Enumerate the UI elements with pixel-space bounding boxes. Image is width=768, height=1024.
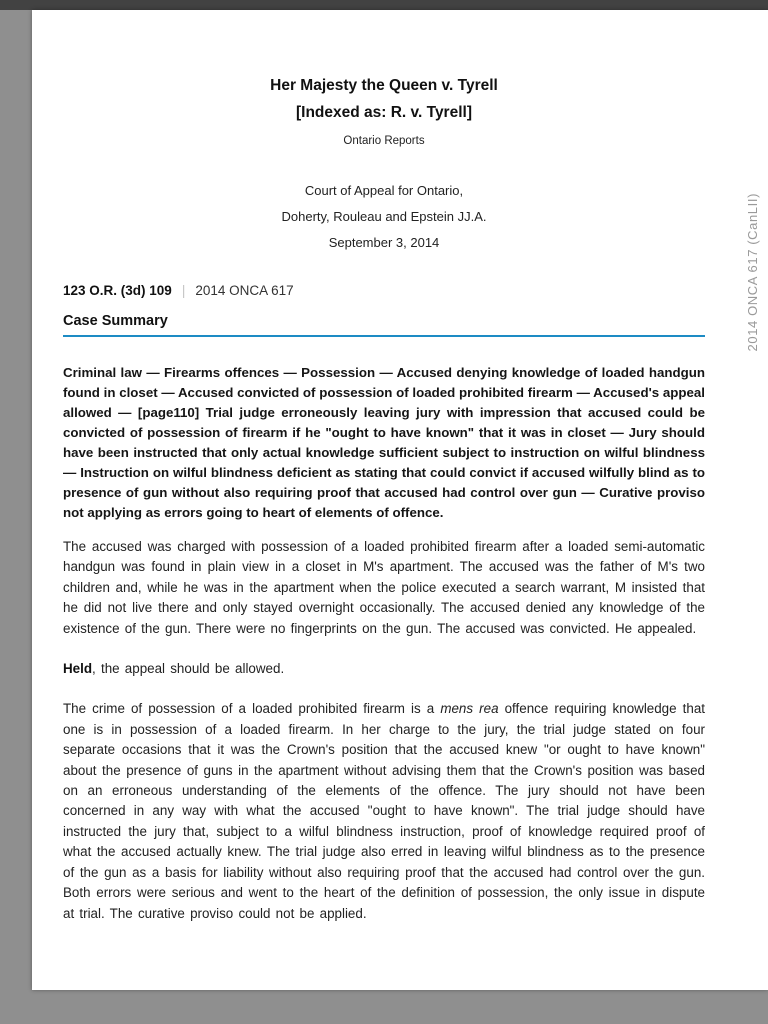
judges-names: Doherty, Rouleau and Epstein JJ.A.: [281, 209, 487, 224]
latin-term-mens-rea: mens rea: [440, 701, 499, 717]
page-content: [32, 10, 768, 924]
held-paragraph: [63, 659, 705, 679]
case-indexed-as: [Indexed as: R. v. Tyrell]: [295, 104, 472, 121]
court-block: [63, 178, 705, 256]
citation-neutral: 2014 ONCA 617: [195, 283, 294, 298]
citation-separator: |: [181, 283, 186, 298]
document-page: [32, 10, 768, 990]
citation-ontario-reports: 123 O.R. (3d) 109: [63, 283, 172, 298]
section-heading-case-summary: Case Summary: [63, 313, 168, 329]
reporter-name: Ontario Reports: [343, 135, 425, 147]
facts-paragraph: The accused was charged with possession of a loaded prohibited firearm after a loaded semi-automatic handgun was found in plain view in a closet in M's apartment. The accused was the father of M's two children and, while he was in the apartment when the police executed a search warrant, M insisted that he did not live there and only stayed overnight occasionally. The accused denied any knowledge of the existence of the gun. There were no fingerprints on the gun. The accused was convicted. He appealed.: [63, 539, 705, 636]
viewer-top-bar: [0, 0, 768, 10]
held-text: , the appeal should be allowed.: [92, 661, 285, 677]
reasons-text-post: offence requiring knowledge that one is in possession of a loaded firearm. In her charge to the jury, the trial judge stated on four separate occasions that it was the Crown's position that the accused knew "or ought to have known" about the presence of guns in the apartment without advising them that the Crown's position was based on an erroneous understanding of the elements of the offence. The jury should not have been concerned in any way with what the accused "ought to have known". The trial judge should have instructed the jury that, subject to a wilful blindness instruction, proof of knowledge required proof of what the accused actually knew. The trial judge also erred in leaving wilful blindness as to the presence of the gun as a basis for liability without also requiring proof that the accused had control over the gun. Both errors were serious and went to the heart of the definition of possession, the only issue in dispute at trial. The curative proviso could not be applied.: [63, 701, 706, 921]
reasons-text-pre: The crime of possession of a loaded prohibited firearm is a: [63, 701, 441, 717]
headnote-paragraph: Criminal law — Firearms offences — Possession — Accused denying knowledge of loaded handgun found in closet — Accused convicted of possession of loaded prohibited firearm — Accused's appeal allowed — [page110] Trial judge erroneously leaving jury with impression that accused could be convicted of possession of firearm if he "ought to have known" that it was in closet — Jury should have been instructed that only actual knowledge sufficient subject to instruction on wilful blindness — Instruction on wilful blindness deficient as stating that could convict if accused wilfully blind as to presence of gun without also requiring proof that accused had control over gun — Curative proviso not applying as errors going to heart of elements of offence.: [63, 365, 705, 520]
citation-row: [63, 283, 705, 298]
held-label: Held: [63, 661, 93, 677]
canlii-citation-watermark: 2014 ONCA 617 (CanLII): [745, 193, 760, 352]
court-name: Court of Appeal for Ontario,: [304, 183, 464, 198]
decision-date: September 3, 2014: [328, 235, 440, 250]
case-title: Her Majesty the Queen v. Tyrell: [270, 77, 498, 94]
reasons-paragraph: [63, 699, 705, 923]
heading-accent-rule: [63, 335, 705, 337]
